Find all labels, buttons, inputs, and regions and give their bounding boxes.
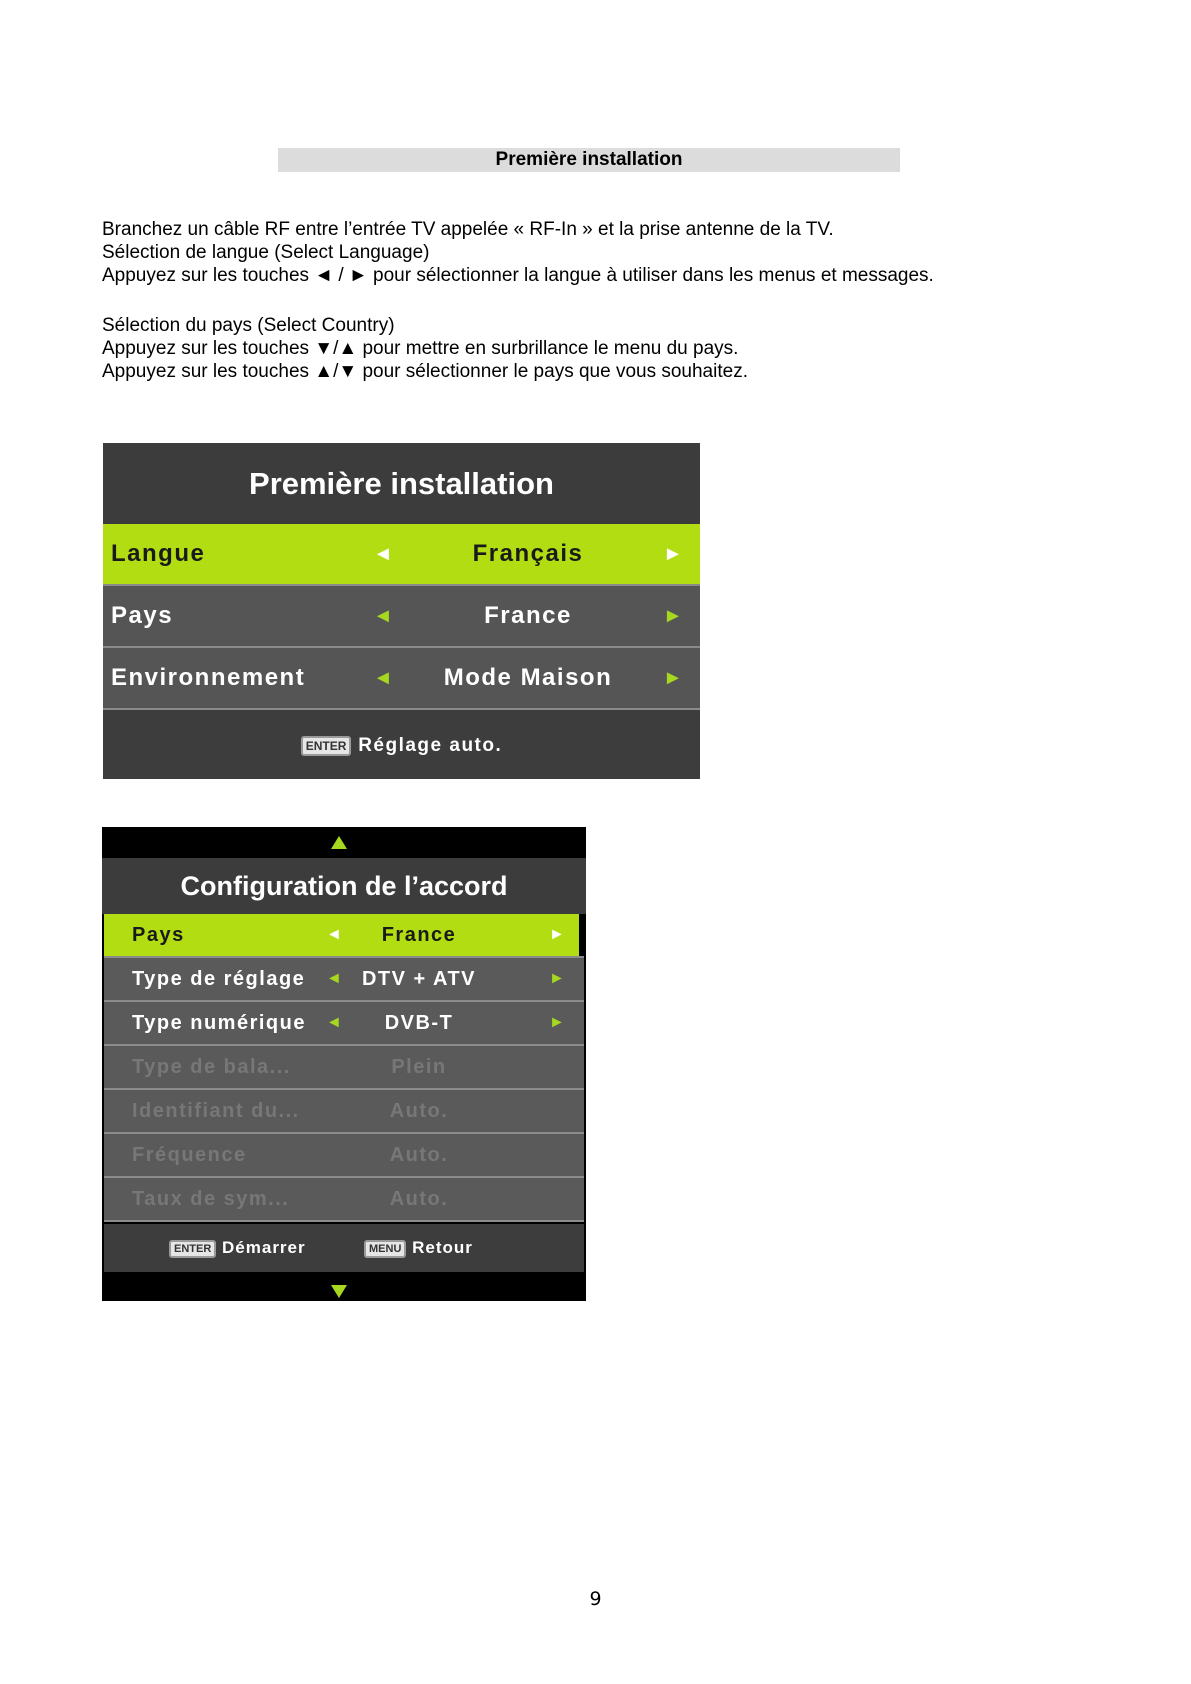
row-value: Auto.	[389, 1100, 449, 1122]
menu-row-country[interactable]	[104, 914, 579, 956]
row-label: Identifiant du...	[132, 1100, 300, 1122]
arrow-left-icon[interactable]: ◄	[326, 926, 344, 943]
arrow-left-icon[interactable]: ◄	[326, 1014, 344, 1031]
enter-key-icon: ENTER	[169, 1240, 216, 1258]
menu-row-symbol-rate	[104, 1178, 584, 1220]
row-label: Pays	[132, 924, 185, 946]
first-install-menu	[103, 443, 700, 779]
row-label: Pays	[111, 602, 174, 629]
section-title-bar	[278, 148, 900, 172]
row-value: DVB-T	[384, 1012, 454, 1034]
row-label: Taux de sym...	[132, 1188, 290, 1210]
language-text: Appuyez sur les touches ◄ / ► pour sélectionner la langue à utiliser dans les menus et messages.	[102, 265, 934, 286]
menu-row-frequency	[104, 1134, 584, 1176]
menu-row-language[interactable]	[103, 524, 700, 584]
menu-title: Configuration de l’accord	[102, 858, 586, 914]
menu-row-tuning-type[interactable]	[104, 958, 584, 1000]
back-action[interactable]	[364, 1224, 473, 1272]
arrow-left-icon[interactable]: ◄	[373, 667, 395, 689]
row-label: Type numérique	[132, 1012, 306, 1034]
country-heading: Sélection du pays (Select Country)	[102, 315, 395, 336]
divider	[103, 708, 700, 710]
auto-tune-label: Réglage auto.	[358, 735, 503, 756]
down-triangle-icon[interactable]	[331, 1285, 347, 1298]
row-label: Type de bala...	[132, 1056, 291, 1078]
section-title: Première installation	[495, 149, 683, 170]
row-value: Français	[472, 540, 584, 567]
arrow-left-icon[interactable]: ◄	[373, 543, 395, 565]
row-label: Type de réglage	[132, 968, 306, 990]
arrow-right-icon[interactable]: ►	[549, 970, 567, 987]
language-heading: Sélection de langue (Select Language)	[102, 242, 430, 263]
row-value: Mode Maison	[443, 664, 613, 691]
tuning-config-menu	[102, 827, 586, 1301]
row-label: Environnement	[111, 664, 306, 691]
menu-row-digital-type[interactable]	[104, 1002, 584, 1044]
row-value: France	[484, 602, 572, 629]
arrow-right-icon[interactable]: ►	[549, 1014, 567, 1031]
menu-title: Première installation	[103, 443, 700, 524]
row-value: France	[381, 924, 457, 946]
intro-line: Branchez un câble RF entre l’entrée TV appelée « RF-In » et la prise antenne de la TV.	[102, 219, 834, 240]
arrow-right-icon[interactable]: ►	[663, 543, 685, 565]
start-label: Démarrer	[222, 1238, 306, 1257]
row-value: Auto.	[389, 1188, 449, 1210]
menu-key-icon: MENU	[364, 1240, 406, 1258]
row-label: Langue	[111, 540, 206, 567]
menu-footer[interactable]	[103, 712, 700, 779]
menu-row-network-id	[104, 1090, 584, 1132]
menu-row-scan-type	[104, 1046, 584, 1088]
row-value: Plein	[391, 1056, 447, 1078]
start-action[interactable]	[169, 1224, 306, 1272]
menu-row-country[interactable]	[103, 586, 700, 646]
back-label: Retour	[412, 1238, 473, 1257]
enter-key-icon: ENTER	[301, 736, 352, 756]
divider	[104, 1220, 584, 1222]
country-text-1: Appuyez sur les touches ▼/▲ pour mettre en surbrillance le menu du pays.	[102, 338, 739, 359]
arrow-right-icon[interactable]: ►	[663, 667, 685, 689]
menu-footer	[104, 1224, 584, 1272]
menu-row-environment[interactable]	[103, 648, 700, 708]
arrow-left-icon[interactable]: ◄	[326, 970, 344, 987]
row-value: DTV + ATV	[361, 968, 477, 990]
row-value: Auto.	[389, 1144, 449, 1166]
country-text-2: Appuyez sur les touches ▲/▼ pour sélectionner le pays que vous souhaitez.	[102, 361, 748, 382]
page-number: 9	[589, 1588, 602, 1610]
arrow-right-icon[interactable]: ►	[663, 605, 685, 627]
row-label: Fréquence	[132, 1144, 247, 1166]
up-triangle-icon[interactable]	[331, 836, 347, 849]
arrow-right-icon[interactable]: ►	[549, 926, 567, 943]
arrow-left-icon[interactable]: ◄	[373, 605, 395, 627]
